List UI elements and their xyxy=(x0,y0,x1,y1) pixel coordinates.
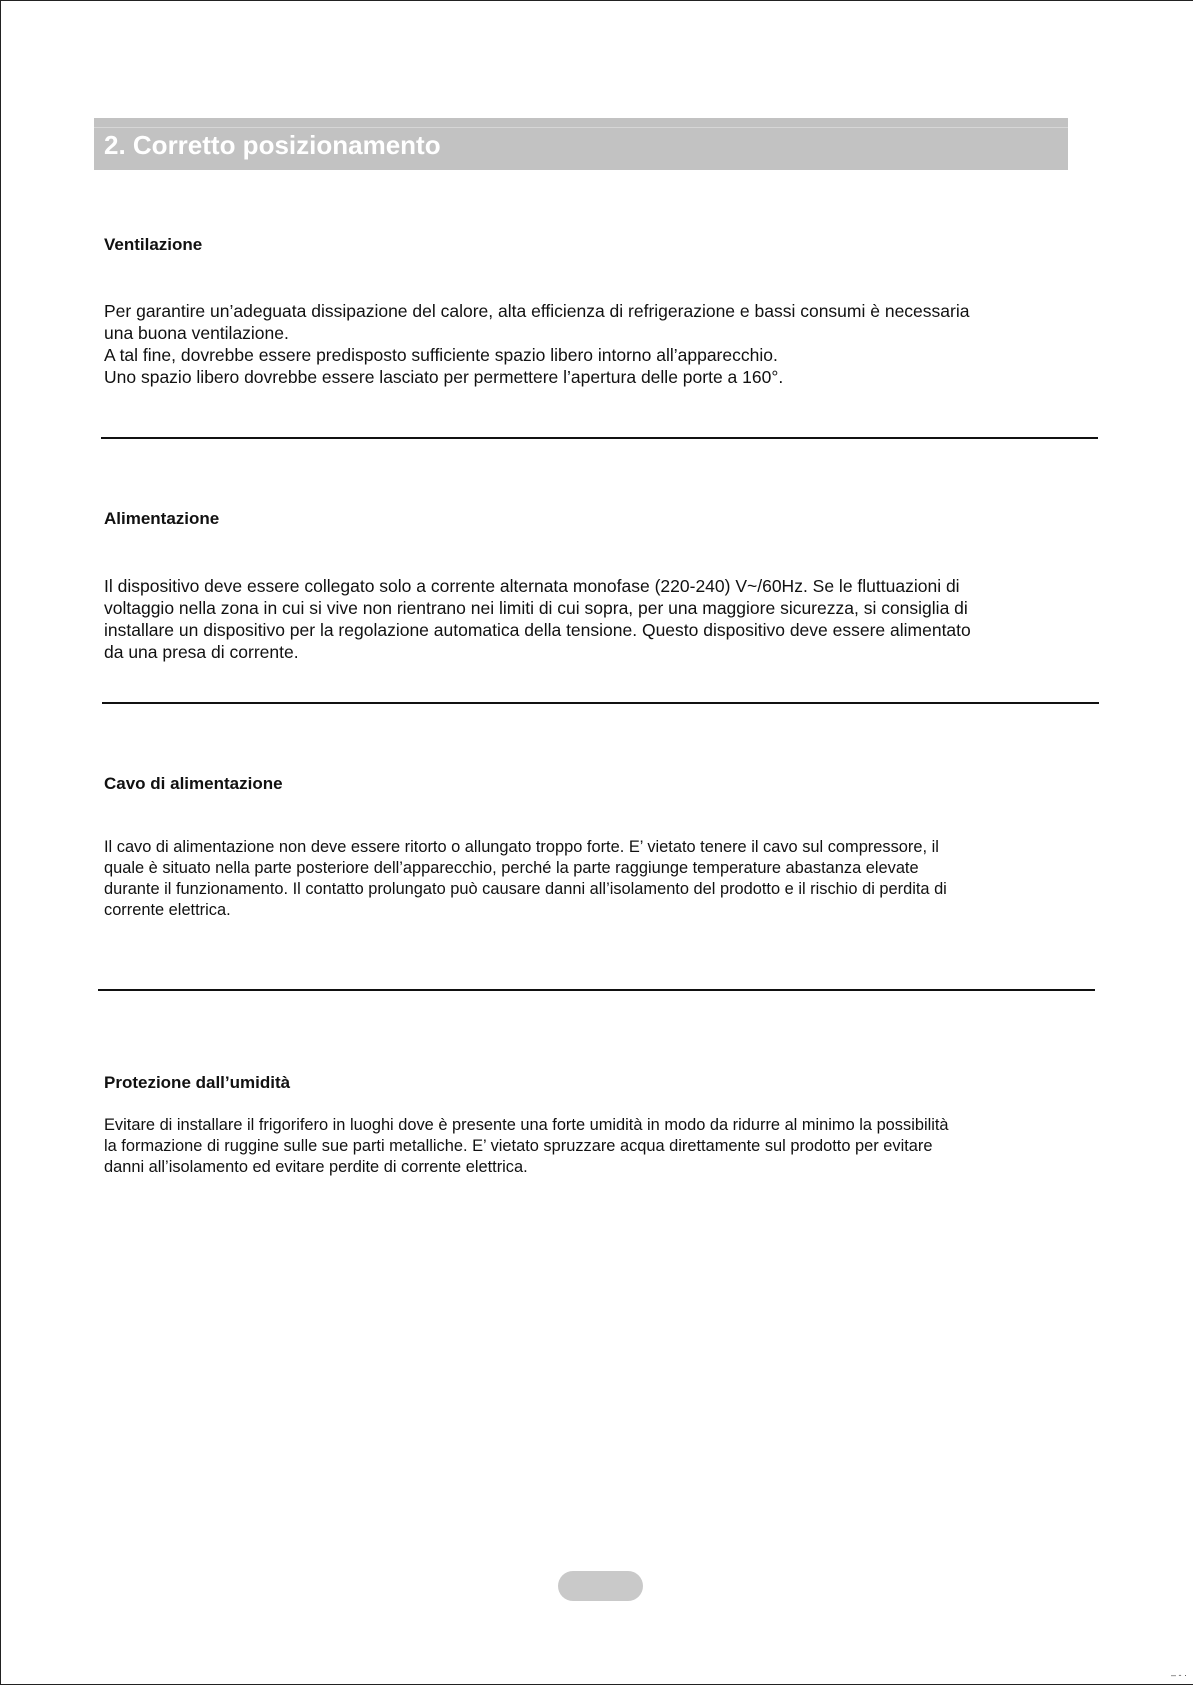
paragraph-line: installare un dispositivo per la regolazione automatica della tensione. Questo dispositivo deve essere alimentato xyxy=(104,620,971,640)
paragraph-line: da una presa di corrente. xyxy=(104,642,299,662)
paragraph-line: Il dispositivo deve essere collegato solo a corrente alternata monofase (220-240) V~/60Hz. Se le fluttuazioni di xyxy=(104,576,960,596)
paragraph-alimentazione xyxy=(104,575,1084,663)
section-divider xyxy=(102,702,1099,704)
heading-alimentazione: Alimentazione xyxy=(104,509,220,528)
section-title: 2. Corretto posizionamento xyxy=(104,130,441,160)
heading-protezione-umidita: Protezione dall’umidità xyxy=(104,1073,291,1092)
paragraph-line: quale è situato nella parte posteriore dell’apparecchio, perché la parte raggiunge temperature abastanza elevate xyxy=(104,859,919,877)
paragraph-line: corrente elettrica. xyxy=(104,901,231,919)
paragraph-line: Il cavo di alimentazione non deve essere ritorto o allungato troppo forte. E’ vietato tenere il cavo sul compressore, il xyxy=(104,838,939,856)
section-title-bar xyxy=(94,118,1068,170)
paragraph-protezione-umidita xyxy=(104,1115,1084,1178)
paragraph-line: Uno spazio libero dovrebbe essere lasciato per permettere l’apertura delle porte a 160°. xyxy=(104,367,784,387)
paragraph-line: A tal fine, dovrebbe essere predisposto sufficiente spazio libero intorno all’apparecchio. xyxy=(104,345,778,365)
paragraph-line: voltaggio nella zona in cui si vive non rientrano nei limiti di cui sopra, per una maggiore sicurezza, si consiglia di xyxy=(104,598,968,618)
paragraph-line: Per garantire un’adeguata dissipazione del calore, alta efficienza di refrigerazione e bassi consumi è necessaria xyxy=(104,301,970,321)
page-number-pill xyxy=(558,1571,643,1601)
section-divider xyxy=(98,989,1095,991)
paragraph-cavo-di-alimentazione xyxy=(104,837,1084,921)
paragraph-ventilazione xyxy=(104,300,1084,388)
heading-ventilazione: Ventilazione xyxy=(104,235,203,254)
paragraph-line: danni all’isolamento ed evitare perdite di corrente elettrica. xyxy=(104,1158,528,1176)
section-divider xyxy=(101,437,1098,439)
corner-marks: – - · xyxy=(1170,1670,1187,1680)
heading-cavo-di-alimentazione: Cavo di alimentazione xyxy=(104,774,283,793)
paragraph-line: Evitare di installare il frigorifero in luoghi dove è presente una forte umidità in modo da ridurre al minimo la possibilità xyxy=(104,1116,949,1134)
paragraph-line: durante il funzionamento. Il contatto prolungato può causare danni all’isolamento del prodotto e il rischio di perdita di xyxy=(104,880,947,898)
paragraph-line: una buona ventilazione. xyxy=(104,323,289,343)
paragraph-line: la formazione di ruggine sulle sue parti metalliche. E’ vietato spruzzare acqua direttamente sul prodotto per evitare xyxy=(104,1137,933,1155)
